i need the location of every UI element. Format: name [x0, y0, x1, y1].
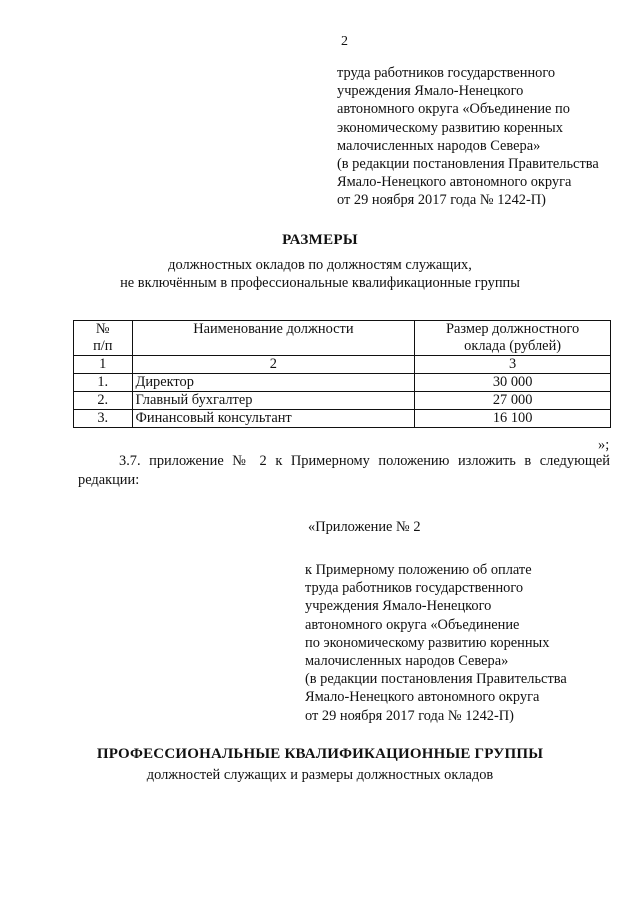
subtitle-line: не включённым в профессиональные квалификационные группы [120, 275, 520, 291]
annex-title: «Приложение № 2 [308, 519, 421, 535]
row-salary: 16 100 [415, 410, 611, 428]
closing-quote: »; [598, 437, 610, 453]
index-cell: 1 [74, 356, 133, 374]
row-salary: 27 000 [415, 392, 611, 410]
annex-line: к Примерному положению об оплате [305, 562, 532, 578]
header-name: Наименование должности [132, 321, 415, 356]
table-index-row [74, 356, 611, 374]
row-salary: 30 000 [415, 374, 611, 392]
header-line: автономного округа «Объединение по [337, 101, 570, 118]
annex-line: Ямало-Ненецкого автономного округа [305, 689, 540, 706]
row-num: 3. [74, 410, 133, 428]
row-position: Финансовый консультант [132, 410, 415, 428]
table-header-row [74, 321, 611, 356]
annex-line: от 29 ноября 2017 года № 1242-П) [305, 707, 514, 724]
row-num: 1. [74, 374, 133, 392]
approval-header [337, 64, 599, 210]
header-line: учреждения Ямало-Ненецкого [337, 83, 524, 100]
paragraph-3-7: 3.7. приложение № 2 к Примерному положению изложить в следующей редакции: [78, 453, 610, 488]
section-2-subtitle: должностей служащих и размеры должностных окладов [146, 767, 494, 783]
header-size-line: Размер должностного [446, 321, 580, 337]
section-subtitle [0, 256, 640, 292]
header-size [415, 321, 611, 356]
header-line: труда работников государственного [337, 65, 556, 81]
header-num-line: п/п [93, 338, 113, 354]
header-num-line: № [95, 321, 110, 337]
row-position: Директор [132, 374, 415, 392]
header-line: экономическому развитию коренных [337, 119, 563, 136]
section-title: РАЗМЕРЫ [282, 232, 358, 248]
index-cell: 3 [415, 356, 611, 374]
annex-line: учреждения Ямало-Ненецкого [305, 598, 492, 615]
header-size-line: оклада (рублей) [464, 338, 562, 354]
annex-header [305, 561, 567, 725]
table-row [74, 410, 611, 428]
row-position: Главный бухгалтер [132, 392, 415, 410]
table-row [74, 392, 611, 410]
row-num: 2. [74, 392, 133, 410]
header-line: малочисленных народов Севера» [337, 137, 541, 154]
header-line: от 29 ноября 2017 года № 1242-П) [337, 192, 546, 209]
header-num [74, 321, 133, 356]
page-number: 2 [341, 34, 348, 49]
header-line: (в редакции постановления Правительства [337, 156, 599, 173]
table-row [74, 374, 611, 392]
header-line: Ямало-Ненецкого автономного округа [337, 174, 572, 191]
subtitle-line: должностных окладов по должностям служащих, [168, 257, 472, 273]
annex-line: малочисленных народов Севера» [305, 653, 509, 670]
index-cell: 2 [132, 356, 415, 374]
annex-line: (в редакции постановления Правительства [305, 671, 567, 688]
annex-line: труда работников государственного [305, 580, 524, 597]
section-2-title: ПРОФЕССИОНАЛЬНЫЕ КВАЛИФИКАЦИОННЫЕ ГРУППЫ [96, 746, 544, 762]
annex-line: по экономическому развитию коренных [305, 634, 550, 651]
salary-table [73, 320, 611, 428]
annex-line: автономного округа «Объединение [305, 616, 520, 633]
